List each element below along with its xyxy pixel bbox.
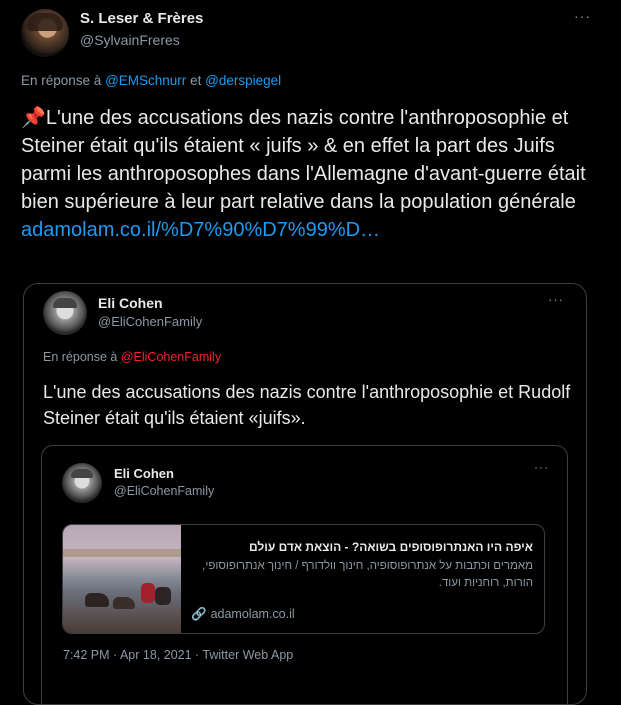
- tweet-link[interactable]: adamolam.co.il/%D7%90%D7%99%D…: [21, 219, 381, 241]
- link-icon: 🔗: [191, 607, 207, 621]
- nested-quoted-tweet[interactable]: [41, 445, 568, 705]
- reply-mention-derspiegel[interactable]: @derspiegel: [205, 73, 282, 88]
- card-description: מאמרים וכתבות על אנתרופוסופיה, חינוך וולדורף / חינוך אנתרופוסופי, הורות, רוחניות ועוד.: [202, 560, 533, 589]
- reply-context: [21, 73, 281, 88]
- more-options-icon[interactable]: ···: [574, 8, 591, 24]
- quoted-reply-context: [43, 350, 221, 364]
- pushpin-icon: 📌: [21, 107, 46, 129]
- thumbnail-shoe: [141, 583, 155, 603]
- link-preview-card[interactable]: [62, 524, 545, 634]
- quoted-tweet[interactable]: [23, 283, 587, 705]
- reply-mention-emschnurr[interactable]: @EMSchnurr: [105, 73, 187, 88]
- reply-conjunction: et: [190, 73, 202, 88]
- nested-author-avatar[interactable]: [62, 463, 102, 503]
- tweet-text: [21, 104, 596, 244]
- quoted-reply-mention[interactable]: @EliCohenFamily: [120, 350, 222, 364]
- reply-prefix: En réponse à: [21, 73, 102, 88]
- author-handle[interactable]: @SylvainFreres: [80, 32, 180, 48]
- author-name[interactable]: S. Leser & Frères: [80, 10, 204, 27]
- card-text: [191, 539, 533, 592]
- quoted-more-options-icon[interactable]: ···: [548, 292, 564, 307]
- nested-author-name[interactable]: Eli Cohen: [114, 466, 174, 481]
- card-domain-text: adamolam.co.il: [210, 607, 295, 621]
- card-domain: [191, 607, 295, 622]
- quoted-reply-prefix: En réponse à: [43, 350, 118, 364]
- quoted-author-handle[interactable]: @EliCohenFamily: [98, 314, 203, 329]
- nested-more-options-icon[interactable]: ···: [534, 460, 549, 474]
- nested-author-handle[interactable]: @EliCohenFamily: [114, 484, 215, 498]
- thumbnail-shoe: [155, 587, 171, 605]
- card-thumbnail-image: [63, 525, 181, 633]
- author-avatar[interactable]: [21, 9, 69, 57]
- card-title: איפה היו האנתרופוסופים בשואה? - הוצאת אדם עולם: [248, 540, 533, 554]
- quoted-author-name[interactable]: Eli Cohen: [98, 295, 163, 311]
- thumbnail-shoe: [113, 597, 135, 609]
- thumbnail-shoe: [85, 593, 109, 607]
- thumbnail-bridge: [63, 549, 181, 557]
- nested-timestamp[interactable]: 7:42 PM · Apr 18, 2021 · Twitter Web App: [63, 648, 294, 662]
- quoted-tweet-text: L'une des accusations des nazis contre l'anthroposophie et Rudolf Steiner était qu'ils étaient «juifs».: [43, 382, 571, 428]
- tweet-body: L'une des accusations des nazis contre l'anthroposophie et Steiner était qu'ils étaient « juifs » & en effet la part des Juifs parmi les anthroposophes dans l'Allemagne d'avant-guerre était bien supérieure à leur part relative dans la population générale: [21, 107, 586, 213]
- quoted-author-avatar[interactable]: [43, 291, 87, 335]
